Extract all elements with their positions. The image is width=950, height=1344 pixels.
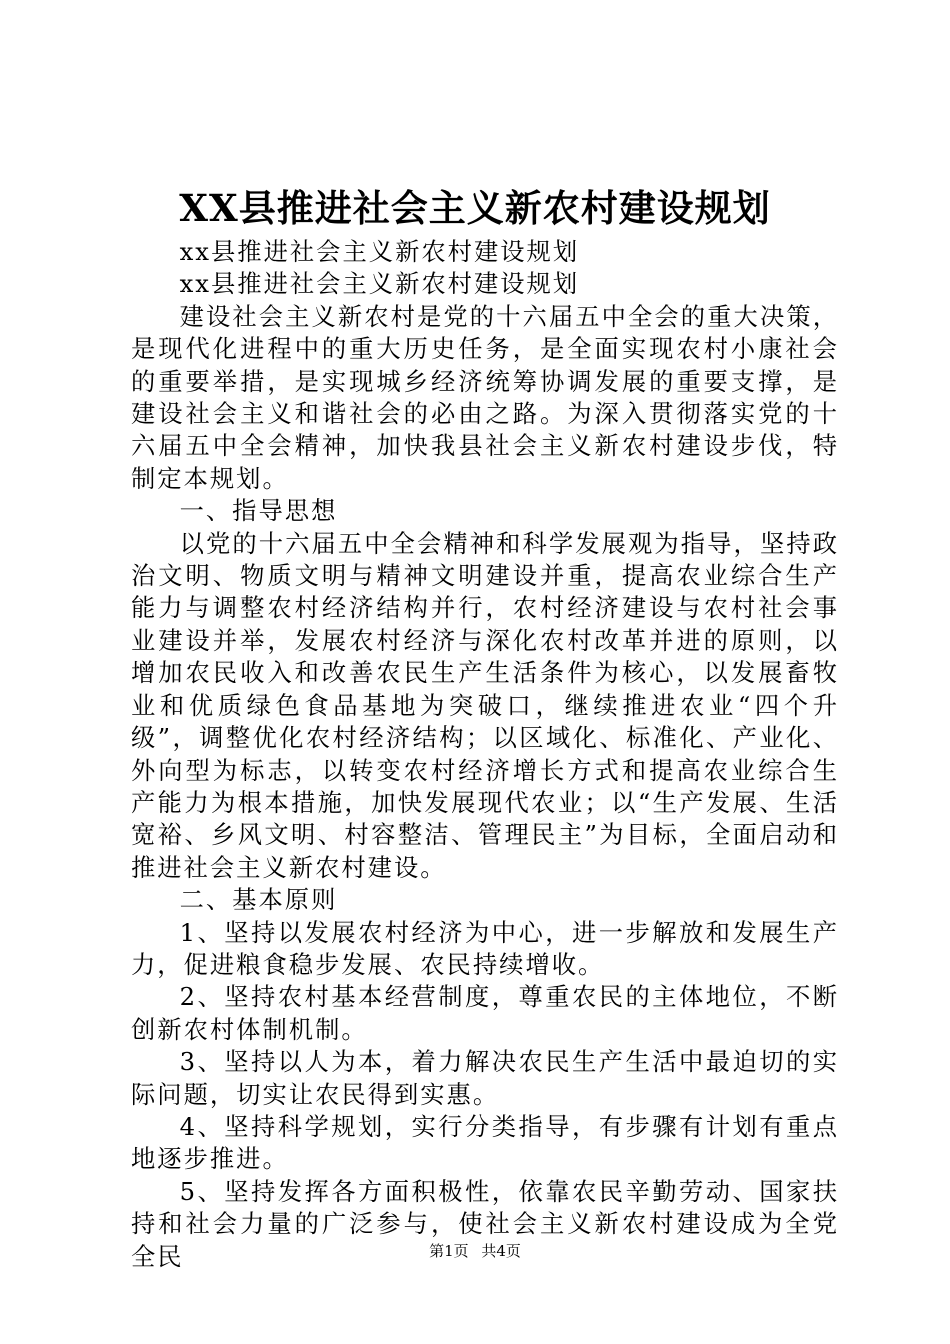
paragraph-subtitle-1: xx县推进社会主义新农村建设规划 — [179, 237, 580, 266]
section-heading-guiding-thought: 一、指导思想 — [179, 496, 338, 526]
principle-item-4: 4、坚持科学规划，实行分类指导，有步骤有计划有重点地逐步推进。 — [131, 1111, 839, 1174]
principle-item-1: 1、坚持以发展农村经济为中心，进一步解放和发展生产力，促进粮食稳步发展、农民持续增收。 — [131, 917, 839, 979]
page-number: 第1页 — [429, 1242, 469, 1260]
page-total: 共4页 — [481, 1242, 521, 1260]
paragraph-intro: 建设社会主义新农村是党的十六届五中全会的重大决策，是现代化进程中的重大历史任务，是全面实现农村小康社会的重要举措，是实现城乡经济统筹协调发展的重要支撑，是建设社会主义和谐社会的必由之路。为深入贯彻落实党的十六届五中全会精神，加快我县社会主义新农村建设步伐，特制定本规划。 — [131, 301, 839, 493]
paragraph-guiding-thought: 以党的十六届五中全会精神和科学发展观为指导，坚持政治文明、物质文明与精神文明建设并重，提高农业综合生产能力与调整农村经济结构并行，农村经济建设与农村社会事业建设并举，发展农村经济与深化农村改革并进的原则，以增加农民收入和改善农民生产生活条件为核心，以发展畜牧业和优质绿色食品基地为突破口，继续推进农业“四个升级”，调整优化农村经济结构；以区域化、标准化、产业化、外向型为标志，以转变农村经济增长方式和提高农业综合生产能力为根本措施，加快发展现代农业；以“生产发展、生活宽裕、乡风文明、村容整洁、管理民主”为目标，全面启动和推进社会主义新农村建设。 — [131, 528, 839, 882]
principle-item-5: 5、坚持发挥各方面积极性，依靠农民辛勤劳动、国家扶持和社会力量的广泛参与，使社会主义新农村建设成为全党全民 — [131, 1176, 839, 1271]
section-heading-basic-principles: 二、基本原则 — [179, 885, 338, 915]
principle-item-3: 3、坚持以人为本，着力解决农民生产生活中最迫切的实际问题，切实让农民得到实惠。 — [131, 1047, 839, 1109]
document-title: XX县推进社会主义新农村建设规划 — [179, 186, 771, 230]
paragraph-subtitle-2: xx县推进社会主义新农村建设规划 — [179, 269, 580, 299]
principle-item-2: 2、坚持农村基本经营制度，尊重农民的主体地位，不断创新农村体制机制。 — [131, 982, 839, 1044]
document-body — [131, 236, 839, 1273]
page-footer — [0, 1240, 950, 1261]
